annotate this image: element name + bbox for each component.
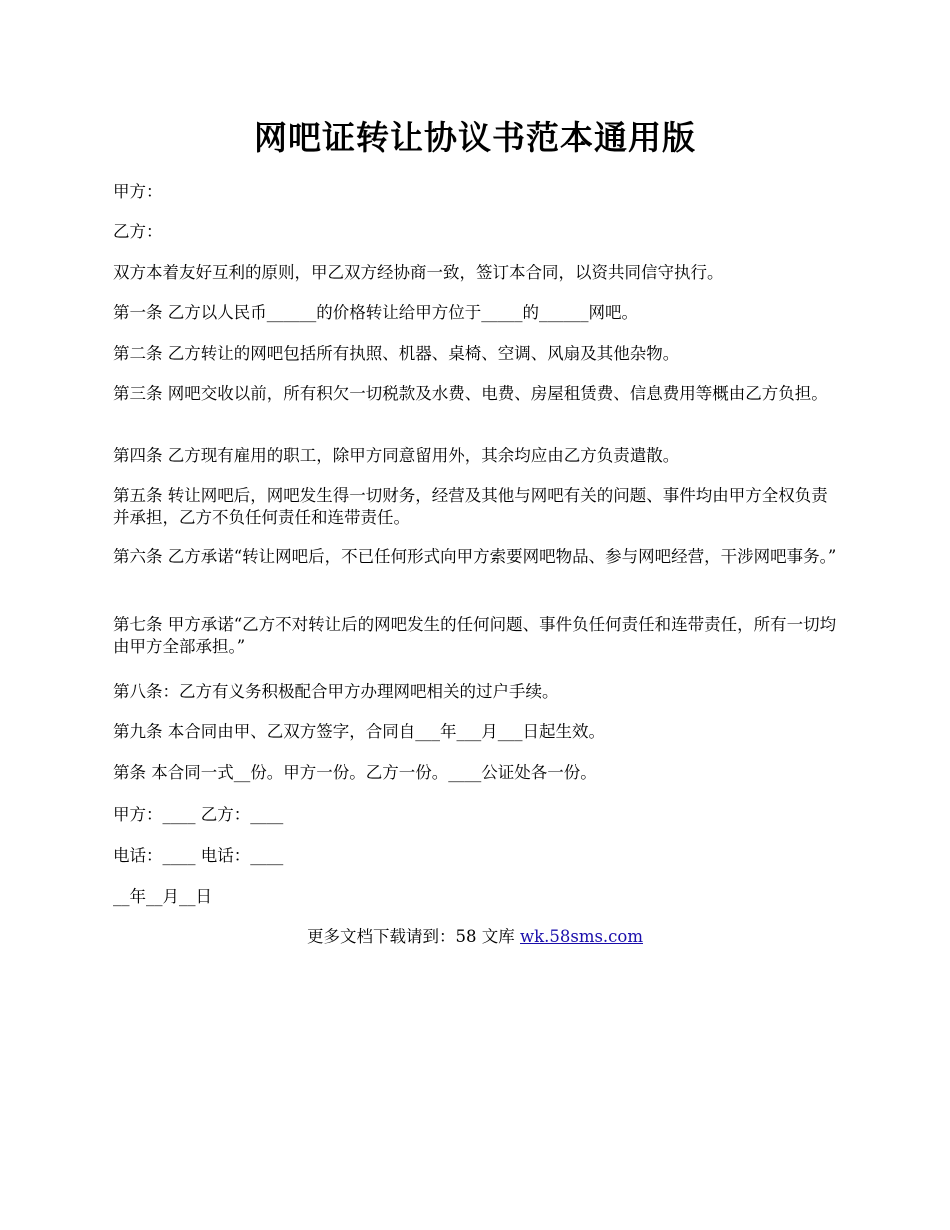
phone-line: 电话：____ 电话：____ xyxy=(113,846,284,865)
clause-10: 第条 本合同一式__份。甲方一份。乙方一份。____公证处各一份。 xyxy=(113,763,597,782)
clause-3: 第三条 网吧交收以前，所有积欠一切税款及水费、电费、房屋租赁费、信息费用等概由乙方负担。 xyxy=(113,384,828,403)
party-b-line: 乙方： xyxy=(113,222,163,241)
preamble-paragraph: 双方本着友好互利的原则，甲乙双方经协商一致，签订本合同，以资共同信守执行。 xyxy=(113,263,724,282)
clause-1: 第一条 乙方以人民币______的价格转让给甲方位于_____的______网吧。 xyxy=(113,303,638,322)
document-title: 网吧证转让协议书范本通用版 xyxy=(254,118,696,157)
clause-2: 第二条 乙方转让的网吧包括所有执照、机器、桌椅、空调、风扇及其他杂物。 xyxy=(113,344,680,363)
clause-8: 第八条：乙方有义务积极配合甲方办理网吧相关的过户手续。 xyxy=(113,682,559,701)
clause-4: 第四条 乙方现有雇用的职工，除甲方同意留用外，其余均应由乙方负责遣散。 xyxy=(113,446,680,465)
party-a-line: 甲方： xyxy=(113,182,163,201)
clause-7: 第七条 甲方承诺“乙方不对转让后的网吧发生的任何问题、事件负任何责任和连带责任，所有一切均由甲方全部承担。” xyxy=(113,615,837,656)
clause-9: 第九条 本合同由甲、乙双方签字，合同自___年___月___日起生效。 xyxy=(113,722,605,741)
clause-6: 第六条 乙方承诺“转让网吧后，不已任何形式向甲方索要网吧物品、参与网吧经营，干涉网吧事务。” xyxy=(113,547,837,566)
footer-link[interactable]: wk.58sms.com xyxy=(519,927,643,946)
footer-text: 更多文档下载请到：58 文库 xyxy=(306,927,520,946)
date-line: __年__月__日 xyxy=(113,887,212,906)
clause-5: 第五条 转让网吧后，网吧发生得一切财务，经营及其他与网吧有关的问题、事件均由甲方全权负责并承担，乙方不负任何责任和连带责任。 xyxy=(113,486,828,527)
footer xyxy=(0,926,950,948)
signature-line: 甲方：____ 乙方：____ xyxy=(113,805,284,824)
